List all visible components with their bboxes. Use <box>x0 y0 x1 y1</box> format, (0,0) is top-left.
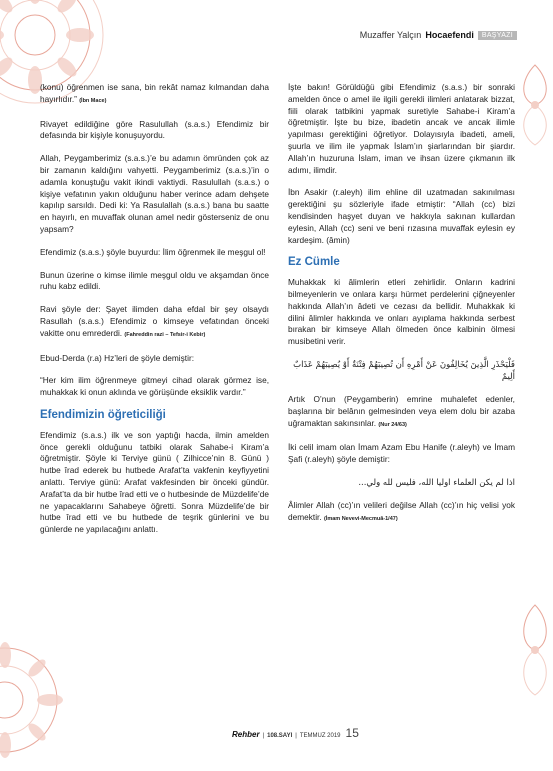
author-name: Muzaffer Yalçın <box>359 30 422 40</box>
paragraph-text: Âlimler Allah (cc)’ın velileri değilse Allah (cc)’ın hiç velisi yok demektir. <box>288 499 515 522</box>
paragraph: Rivayet edildiğine göre Rasulullah (s.a.s.) Efendimiz bir defasında bir kişiyle konuşuyordu. <box>40 118 269 141</box>
page-footer <box>232 726 359 740</box>
mandala-ornament-bottom-right <box>515 600 553 700</box>
issue-number: 108.SAYI <box>267 733 293 739</box>
issue-date: TEMMUZ 2019 <box>299 733 341 739</box>
paragraph <box>40 304 269 341</box>
right-column <box>288 82 515 537</box>
citation: (İbn Mace) <box>79 97 107 104</box>
section-badge: BAŞYAZI <box>478 31 517 40</box>
separator: | <box>295 733 297 739</box>
paragraph <box>288 394 515 431</box>
citation: (Fahreddin razi – Tefsir-i Kebir) <box>124 331 206 338</box>
paragraph: İşte bakın! Görüldüğü gibi Efendimiz (s.a.s.) bir sonraki amelden önce o amel ile ilgili gerekli ilimleri anlatarak bizzat, fiili olarak tatbikini yapmak suretiyle Sahabe-i Kiram’a öğretmiştir. İşte bu bize, ibadetin ancak ve ancak ilimle yapılması gerektiğini öğretiyor. Dolayısıyla ibadeti, ameli, şuurla ve ilim ile yapmak İslam’ın şiarlarından bir şiardır. Allah’ın huzuruna İslam, iman ve ihsan üzere çıkmanın ilk adımı, ilimdir. <box>288 82 515 175</box>
separator: | <box>262 733 265 739</box>
section-heading: Efendimizin öğreticiliği <box>40 408 166 421</box>
paragraph: Muhakkak ki âlimlerin etleri zehirlidir. Onların kadrini bilmeyenlerin ve onlara karşı hürmet perdelerini çiğneyenler hakkında Allah’ın âdeti ve cezası da bellidir. Muhakkak ki dilini âlimler hakkında ve onları ayıplama hakkında serbest bırakan bir kimseye Allah ölmeden önce kalbinin ölmesi musibetini verir. <box>288 277 515 347</box>
mandala-ornament-top-right <box>515 60 553 150</box>
arabic-quote: اذا لم يكن العلماء اوليا الله، فليس لله ولي... <box>358 477 515 488</box>
paragraph <box>288 500 515 526</box>
page-header <box>360 30 517 40</box>
arabic-verse: فَلْيَحْذَرِ الَّذِينَ يُخَالِفُونَ عَنْ أَمْرِهِ أَن تُصِيبَهُمْ فِتْنَةٌ أَوْ يُصِيبَهُمْ عَذَابٌ أَلِيمٌ <box>293 359 515 382</box>
paragraph-text: (konu) öğrenmen ise sana, bin rekât namaz kılmandan daha hayırlıdır.” <box>40 82 269 104</box>
paragraph <box>40 82 269 108</box>
paragraph: Efendimiz (s.a.s.) şöyle buyurdu: İlim öğrenmek ile meşgul ol! <box>40 246 266 257</box>
citation: (İmam Nevevi-Mecmuâ-1/47) <box>323 515 398 522</box>
paragraph: Efendimiz (s.a.s.) ilk ve son yaptığı hacda, ilmin amelden önce gerekli olduğunu tatbiki olarak Sahabe-i Kiram’a öğretmiştir. Şöyle ki Terviye günü ( Zilhicce’nin 8. Günü ) hutbe îrad ederek bu hutbede Arafat’ta vakfenin keyfiyyetini anlattı. Terviye günü: Arafat vakfesinden bir önceki gündür. Arafat’ta da bir hutbe îrad etti ve o hutbesinde de Müzdelife’de ne yapacaklarını Sahabeye öğretti. Sonra Müzdelife’de bir hutbe îrad etti ve bu hutbede de teşrik günlerini ve bu günlerde ne yapılacağını anlattı. <box>40 429 269 535</box>
page-number: 15 <box>345 726 359 740</box>
paragraph: İbn Asakir (r.aleyh) ilim ehline dil uzatmadan sakınılması gerektiğini şu sözleriyle ifade etmiştir: “Allah (cc) bizi kendisinden haşyet duyan ve hakkıyla sakınan kullardan eylesin, Allah (cc) seni ve beni rızasına muvaffak eylesin ey kardeşim. (âmin) <box>288 187 515 245</box>
paragraph: İki celil imam olan İmam Azam Ebu Hanife (r.aleyh) ve İmam Şafi (r.aleyh) şöyle demiştir: <box>288 442 515 465</box>
left-column <box>40 82 269 547</box>
magazine-logo: Rehber <box>232 730 260 739</box>
paragraph: Ebud-Derda (r.a) Hz’leri de şöyle demiştir: <box>40 352 195 363</box>
author-surname: Hocaefendi <box>425 30 474 40</box>
paragraph: Bunun üzerine o kimse ilimle meşgul oldu ve akşamdan önce ruhu kabz edildi. <box>40 269 269 292</box>
citation: (Nur 24/63) <box>378 421 407 428</box>
paragraph: Allah, Peygamberimiz (s.a.s.)’e bu adamın ömründen çok az bir zamanın kaldığını vahyetti. Peygamberimiz (s.a.s.)’in o adamla konuştuğu vakit ikindi vaktiydi. Rasulullah (s.a.s.) o kişiye vefatının yakın olduğunu haber verince adam dehşete kapılıp sarsıldı. Dedi ki: Ya Rasulallah (s.a.s.) bana bu saatte en hayırlı, en muvaffak olunan amel nedir gösterseniz de onu yapsam? <box>40 153 269 234</box>
section-heading: Ez Cümle <box>288 256 340 269</box>
paragraph-text: Ravi şöyle der: Şayet ilimden daha efdal bir şey olsaydı Rasullah (s.a.s.) Efendimiz o kimseye vefatından önceki vakitte onu emrederdi. <box>40 304 269 338</box>
mandala-ornament-bottom-left <box>0 610 85 770</box>
paragraph-text: Artık O’nun (Peygamberin) emrine muhalefet edenler, başlarına bir belânın gelmesinden veya elem dolu bir azaba uğramaktan sakınsınlar. <box>288 393 515 428</box>
quote-paragraph: “Her kim ilim öğrenmeye gitmeyi cihad olarak görmez ise, muhakkak ki onun aklında ve görüşünde eksiklik vardır.” <box>40 375 269 398</box>
